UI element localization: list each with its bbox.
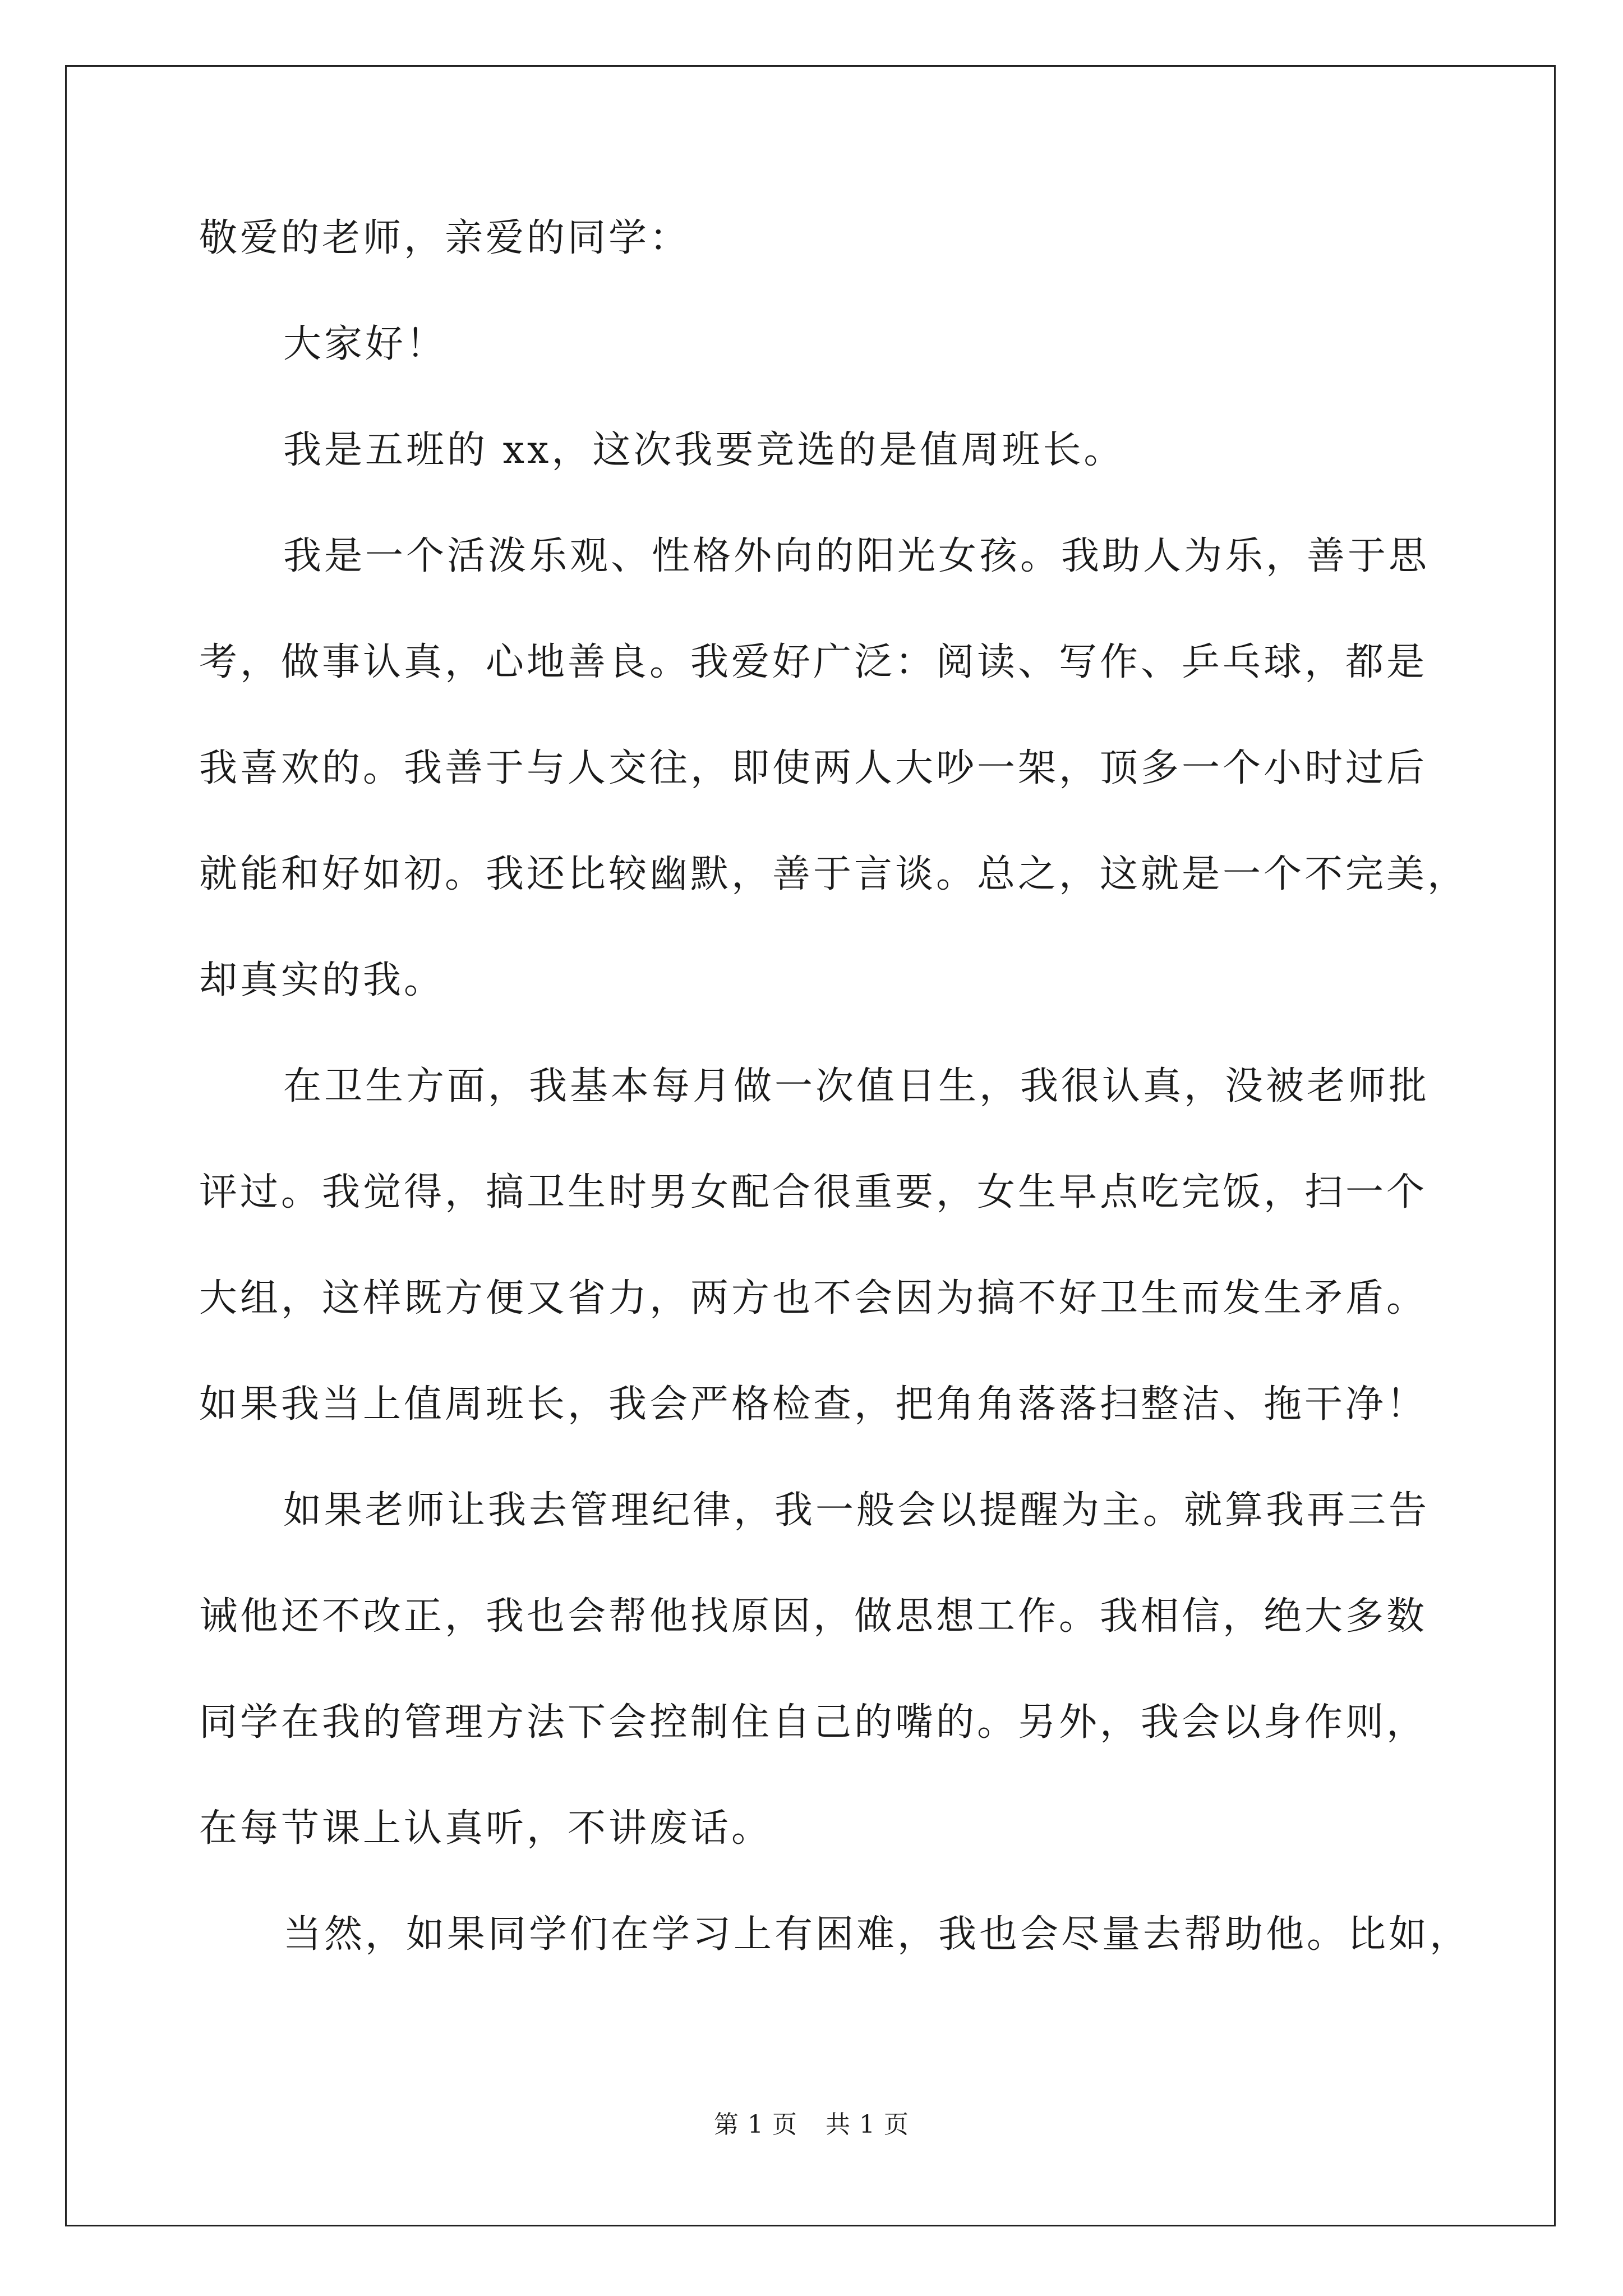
page-frame xyxy=(65,65,1556,2226)
text-line: 敬爱的老师，亲爱的同学： xyxy=(199,216,691,260)
text-line: 在卫生方面，我基本每月做一次值日生，我很认真，没被老师批 xyxy=(283,1064,1430,1108)
text-line: 评过。我觉得，搞卫生时男女配合很重要，女生早点吃完饭，扫一个 xyxy=(199,1170,1428,1214)
text-line: 当然，如果同学们在学习上有困难，我也会尽量去帮助他。比如， xyxy=(283,1912,1471,1957)
text-line: 我是五班的 xx，这次我要竞选的是值周班长。 xyxy=(283,428,1125,472)
text-line: 大家好！ xyxy=(283,322,448,366)
text-line: 我喜欢的。我善于与人交往，即使两人大吵一架，顶多一个小时过后 xyxy=(199,746,1428,790)
text-line: 诫他还不改正，我也会帮他找原因，做思想工作。我相信，绝大多数 xyxy=(199,1594,1428,1639)
page-footer xyxy=(0,2108,1623,2142)
page-number-total: 共 1 页 xyxy=(826,2110,909,2139)
page-number-current: 第 1 页 xyxy=(714,2110,797,2139)
text-line: 考，做事认真，心地善良。我爱好广泛：阅读、写作、乒乓球，都是 xyxy=(199,640,1428,684)
text-line: 如果我当上值周班长，我会严格检查，把角角落落扫整洁、拖干净！ xyxy=(199,1382,1428,1427)
text-line: 同学在我的管理方法下会控制住自己的嘴的。另外，我会以身作则， xyxy=(199,1700,1428,1745)
text-line: 就能和好如初。我还比较幽默，善于言谈。总之，这就是一个不完美， xyxy=(199,852,1469,896)
text-line: 却真实的我。 xyxy=(199,958,445,1002)
text-line: 我是一个活泼乐观、性格外向的阳光女孩。我助人为乐，善于思 xyxy=(283,534,1430,578)
text-line: 大组，这样既方便又省力，两方也不会因为搞不好卫生而发生矛盾。 xyxy=(199,1276,1428,1320)
text-line: 在每节课上认真听，不讲废话。 xyxy=(199,1806,773,1851)
text-line: 如果老师让我去管理纪律，我一般会以提醒为主。就算我再三告 xyxy=(283,1488,1430,1533)
